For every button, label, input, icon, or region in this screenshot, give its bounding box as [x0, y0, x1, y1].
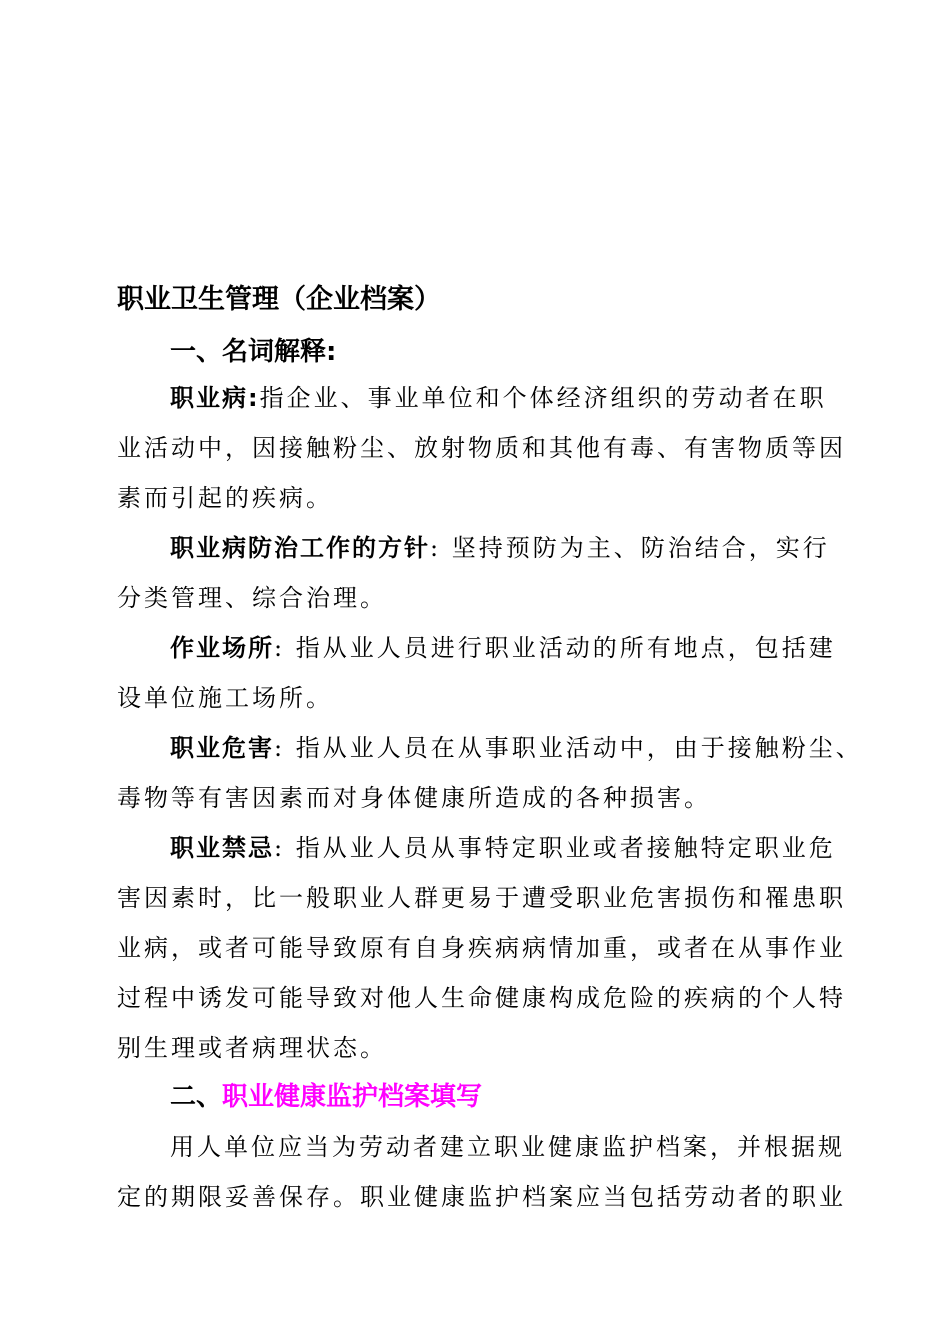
- definition-term: 作业场所: [170, 634, 274, 662]
- section-number: 二、: [170, 1082, 223, 1112]
- definition-term: 职业病防治工作的方针: [170, 534, 430, 562]
- paragraph-line: 业活动中，因接触粉尘、放射物质和其他有毒、有害物质等因: [117, 434, 846, 462]
- definition-text: : 坚持预防为主、防治结合，实行: [430, 534, 830, 562]
- paragraph-line: 用人单位应当为劳动者建立职业健康监护档案，并根据规: [170, 1133, 845, 1161]
- definition-prevention-policy: [117, 523, 837, 623]
- paragraph-line: [117, 523, 837, 573]
- definition-occupational-contraindication: [117, 823, 846, 1073]
- paragraph-line: [117, 723, 863, 773]
- paragraph-line: 过程中诱发可能导致对他人生命健康构成危险的疾病的个人特: [117, 984, 846, 1012]
- paragraph-line: 别生理或者病理状态。: [117, 1034, 387, 1062]
- definition-text: : 指从业人员在从事职业活动中，由于接触粉尘、: [274, 734, 863, 762]
- section-heading-definitions: 一、名词解释:: [170, 337, 337, 367]
- document-title: 职业卫生管理（企业档案）: [117, 284, 441, 315]
- definition-text: : 指从业人员从事特定职业或者接触特定职业危: [274, 834, 836, 862]
- paragraph-line: 害因素时，比一般职业人群更易于遭受职业危害损伤和罹患职: [117, 884, 846, 912]
- paragraph-line: 业病，或者可能导致原有自身疾病病情加重，或者在从事作业: [117, 934, 846, 962]
- paragraph-line: [117, 623, 837, 673]
- paragraph-line: 设单位施工场所。: [117, 684, 333, 712]
- definition-workplace: [117, 623, 837, 723]
- paragraph-line: 定的期限妥善保存。职业健康监护档案应当包括劳动者的职业: [117, 1183, 846, 1211]
- section-title-highlight: 职业健康监护档案填写: [222, 1082, 483, 1112]
- definition-text: : 指从业人员进行职业活动的所有地点，包括建: [274, 634, 836, 662]
- definition-occupational-hazard: [117, 723, 863, 823]
- paragraph-line: [117, 373, 837, 423]
- definition-text: 指企业、事业单位和个体经济组织的劳动者在职: [259, 384, 827, 412]
- paragraph-line: 素而引起的疾病。: [117, 484, 333, 512]
- health-records-paragraph: [117, 1122, 846, 1222]
- definition-term: 职业危害: [170, 734, 274, 762]
- paragraph-line: 毒物等有害因素而对身体健康所造成的各种损害。: [117, 784, 711, 812]
- definition-term: 职业病:: [170, 384, 260, 412]
- paragraph-line: 分类管理、综合治理。: [117, 584, 387, 612]
- section-heading-health-records: [170, 1077, 482, 1117]
- definition-occupational-disease: [117, 373, 846, 523]
- paragraph-line: [117, 823, 837, 873]
- definition-term: 职业禁忌: [170, 834, 274, 862]
